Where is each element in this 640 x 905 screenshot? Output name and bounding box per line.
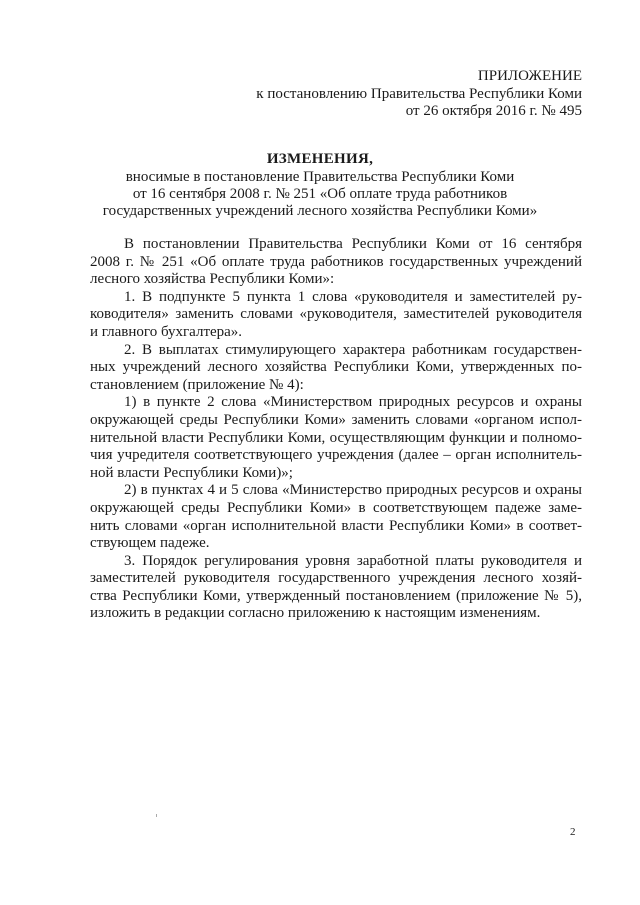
body-line: изложить в редакции согласно приложению к настоящим изменениям. — [90, 605, 541, 622]
body-line: ных учреждений лесного хозяйства Республики Коми, утвержденных по- — [90, 359, 582, 376]
body-line: окружающей среды Республики Коми» в соответствующем падеже заме- — [90, 499, 582, 516]
body-line: нить словами «орган исполнительной власти Республики Коми» в соответ- — [90, 517, 582, 534]
body-line: 1) в пункте 2 слова «Министерством природных ресурсов и охраны — [124, 394, 582, 411]
body-line: чия учредителя соответствующего учреждения (далее – орган исполнитель- — [90, 447, 582, 464]
body-line: ной власти Республики Коми)»; — [90, 464, 293, 481]
body-line: ководителя» заменить словами «руководителя, заместителей руководителя — [90, 306, 582, 323]
body-line: и главного бухгалтера». — [90, 323, 243, 340]
body-line: становлением (приложение № 4): — [90, 376, 304, 393]
body-line: окружающей среды Республики Коми» заменить словами «органом испол- — [90, 411, 582, 428]
body-line: В постановлении Правительства Республики Коми от 16 сентября — [124, 236, 582, 252]
body-line: ства Республики Коми, утвержденный постановлением (приложение № 5), — [90, 587, 582, 604]
heading-line: вносимые в постановление Правительства Республики Коми — [125, 169, 515, 185]
body-line: 2) в пунктах 4 и 5 слова «Министерство природных ресурсов и охраны — [124, 482, 582, 499]
appendix-title: ПРИЛОЖЕНИЕ — [477, 68, 582, 84]
appendix-date-number: от 26 октября 2016 г. № 495 — [405, 103, 582, 119]
body-line: нительной власти Республики Коми, осуществляющим функции и полномо- — [90, 429, 582, 446]
document-heading — [0, 150, 640, 220]
heading-line: государственных учреждений лесного хозяйства Республики Коми» — [102, 203, 538, 219]
heading-line: от 16 сентября 2008 г. № 251 «Об оплате труда работников — [132, 186, 508, 202]
body-line: лесного хозяйства Республики Коми»: — [90, 271, 335, 288]
page-number: 2 — [570, 826, 576, 838]
scan-speck — [156, 814, 157, 817]
appendix-block — [256, 68, 582, 121]
body-line: 1. В подпункте 5 пункта 1 слова «руководителя и заместителей ру- — [124, 288, 582, 305]
appendix-reference: к постановлению Правительства Республики Коми — [256, 85, 582, 102]
document-body — [90, 236, 582, 623]
heading-title: ИЗМЕНЕНИЯ, — [266, 151, 374, 167]
body-line: 3. Порядок регулирования уровня заработной платы руководителя и — [124, 552, 582, 569]
body-line: ствующем падеже. — [90, 535, 210, 552]
body-line: 2008 г. № 251 «Об оплате труда работников государственных учреждений — [90, 253, 582, 270]
body-line: заместителей руководителя государственного учреждения лесного хозяй- — [90, 570, 582, 587]
body-line: 2. В выплатах стимулирующего характера работникам государствен- — [124, 341, 582, 358]
